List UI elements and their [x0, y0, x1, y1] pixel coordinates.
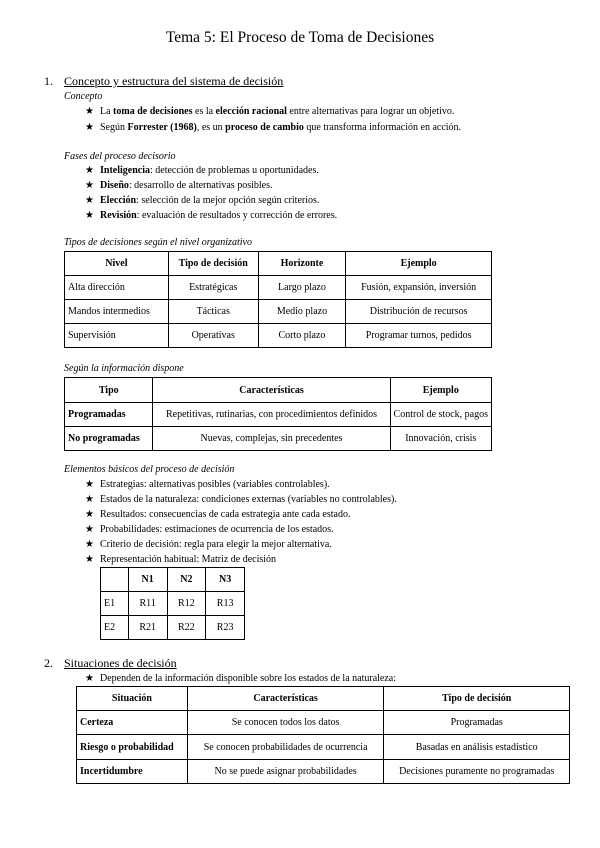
matrix-header [101, 568, 129, 592]
tipos-decision-table [64, 251, 492, 348]
situaciones-bullet: ★ Dependen de la información disponible sobre los estados de la naturaleza: [85, 673, 397, 684]
table-row [101, 616, 245, 640]
fase-item: ★ Elección: selección de la mejor opción según criterios. [85, 195, 320, 206]
elemento-item: ★ Representación habitual: Matriz de decisión [85, 554, 277, 565]
matrix-header: N3 [206, 568, 245, 592]
table-cell: Certeza [77, 711, 188, 735]
table-header: Ejemplo [346, 252, 492, 276]
table-cell: Distribución de recursos [346, 300, 492, 324]
table-header: Tipo de decisión [384, 687, 570, 711]
table-header: Tipo de decisión [168, 252, 258, 276]
table-cell: Nuevas, complejas, sin precedentes [153, 427, 390, 451]
star-icon: ★ [85, 210, 94, 221]
table-cell: Basadas en análisis estadístico [384, 735, 570, 760]
table-cell: Control de stock, pagos [390, 403, 491, 427]
table-header: Nivel [65, 252, 169, 276]
table-cell: Programar turnos, pedidos [346, 324, 492, 348]
table-cell: Repetitivas, rutinarias, con procedimientos definidos [153, 403, 390, 427]
matrix-cell: R12 [167, 592, 206, 616]
fase-item: ★ Inteligencia: detección de problemas u oportunidades. [85, 165, 319, 176]
table-cell: Decisiones puramente no programadas [384, 760, 570, 784]
info-table [64, 377, 492, 451]
matrix-header: N1 [128, 568, 167, 592]
table-header: Características [153, 378, 390, 403]
matrix-cell: E2 [101, 616, 129, 640]
table-header: Ejemplo [390, 378, 491, 403]
matrix-cell: R21 [128, 616, 167, 640]
table-row [77, 735, 570, 760]
star-icon: ★ [85, 195, 94, 206]
matrix-cell: R13 [206, 592, 245, 616]
table-row [65, 403, 492, 427]
elemento-item: ★ Criterio de decisión: regla para elegir la mejor alternativa. [85, 539, 332, 550]
table-cell: Supervisión [65, 324, 169, 348]
star-icon: ★ [85, 165, 94, 176]
table-cell: Innovación, crisis [390, 427, 491, 451]
star-icon: ★ [85, 673, 94, 684]
star-icon: ★ [85, 494, 94, 505]
table-row [77, 760, 570, 784]
table-row [65, 324, 492, 348]
table-header: Características [187, 687, 384, 711]
table-cell: Mandos intermedios [65, 300, 169, 324]
star-icon: ★ [85, 509, 94, 520]
star-icon: ★ [85, 479, 94, 490]
table-cell: Operativas [168, 324, 258, 348]
table-cell: Se conocen todos los datos [187, 711, 384, 735]
star-icon: ★ [85, 524, 94, 535]
elemento-item: ★ Resultados: consecuencias de cada estrategia ante cada estado. [85, 509, 351, 520]
matrix-header: N2 [167, 568, 206, 592]
table-row [77, 711, 570, 735]
elemento-item: ★ Probabilidades: estimaciones de ocurrencia de los estados. [85, 524, 334, 535]
section-1-number: 1. [44, 74, 53, 88]
table-cell: Incertidumbre [77, 760, 188, 784]
table-header: Horizonte [258, 252, 346, 276]
matrix-cell: R22 [167, 616, 206, 640]
elemento-item: ★ Estados de la naturaleza: condiciones externas (variables no controlables). [85, 494, 397, 505]
section-2-heading [44, 656, 177, 671]
matrix-cell: R23 [206, 616, 245, 640]
matrix-cell: E1 [101, 592, 129, 616]
page-title: Tema 5: El Proceso de Toma de Decisiones [165, 29, 435, 46]
table-cell: Medio plazo [258, 300, 346, 324]
elementos-label: Elementos básicos del proceso de decisión [64, 464, 235, 475]
table-cell: Alta dirección [65, 276, 169, 300]
table-cell: Se conocen probabilidades de ocurrencia [187, 735, 384, 760]
situaciones-table [76, 686, 570, 784]
concepto-bullet-1: ★ La toma de decisiones es la elección racional entre alternativas para lograr un objetivo. [85, 106, 455, 117]
table-cell: No programadas [65, 427, 153, 451]
table-row [65, 427, 492, 451]
tipos-label: Tipos de decisiones según el nivel organizativo [64, 237, 252, 248]
concepto-label: Concepto [64, 91, 103, 102]
table-cell: Largo plazo [258, 276, 346, 300]
fases-label: Fases del proceso decisorio [64, 151, 176, 162]
table-header: Situación [77, 687, 188, 711]
star-icon: ★ [85, 122, 94, 133]
star-icon: ★ [85, 180, 94, 191]
star-icon: ★ [85, 539, 94, 550]
concepto-bullet-2: ★ Según Forrester (1968), es un proceso de cambio que transforma información en acción. [85, 122, 462, 133]
table-row [101, 592, 245, 616]
star-icon: ★ [85, 554, 94, 565]
table-cell: Tácticas [168, 300, 258, 324]
section-1-title: Concepto y estructura del sistema de decisión [64, 74, 284, 88]
table-cell: Riesgo o probabilidad [77, 735, 188, 760]
table-header: Tipo [65, 378, 153, 403]
table-cell: Estratégicas [168, 276, 258, 300]
table-row [65, 300, 492, 324]
info-label: Según la información dispone [64, 363, 184, 374]
section-2-number: 2. [44, 656, 53, 670]
section-2-title: Situaciones de decisión [64, 656, 177, 670]
fase-item: ★ Diseño: desarrollo de alternativas posibles. [85, 180, 273, 191]
table-row [65, 276, 492, 300]
section-1-heading [44, 74, 283, 89]
table-cell: Programadas [65, 403, 153, 427]
table-cell: No se puede asignar probabilidades [187, 760, 384, 784]
table-cell: Fusión, expansión, inversión [346, 276, 492, 300]
fase-item: ★ Revisión: evaluación de resultados y corrección de errores. [85, 210, 338, 221]
decision-matrix [100, 567, 245, 640]
table-cell: Programadas [384, 711, 570, 735]
table-cell: Corto plazo [258, 324, 346, 348]
elemento-item: ★ Estrategias: alternativas posibles (variables controlables). [85, 479, 330, 490]
star-icon: ★ [85, 106, 94, 117]
matrix-cell: R11 [128, 592, 167, 616]
